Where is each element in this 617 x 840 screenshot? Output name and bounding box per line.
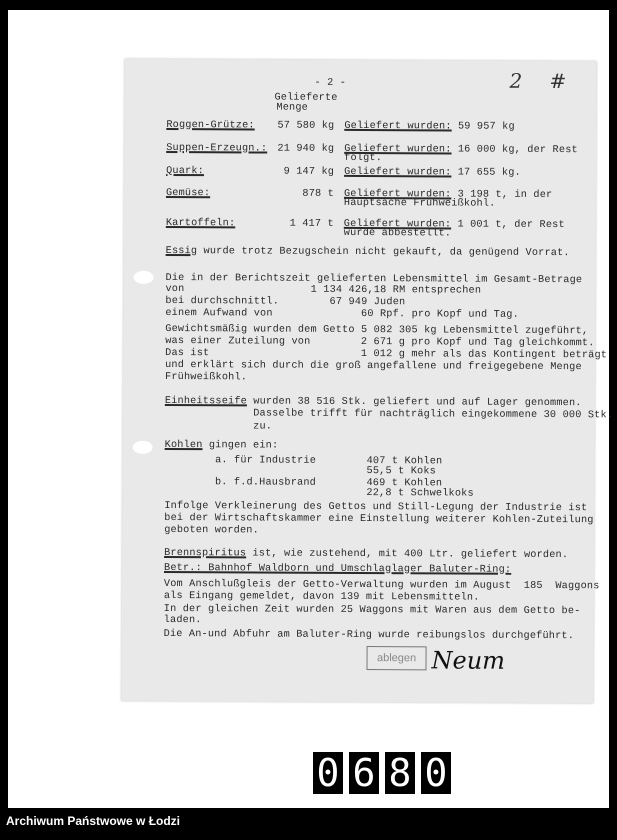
coal-label: Kohlen — [164, 439, 203, 452]
counter-digit: 0 — [421, 752, 451, 794]
essig-line — [166, 246, 570, 259]
weight-line: Das ist 1 012 g mehr als das Kontingent beträgt — [165, 347, 608, 362]
weight-line: was einer Zuteilung von 2 671 g pro Kopf und Tag gleichkommt. — [165, 335, 595, 350]
punch-hole — [133, 441, 153, 454]
item-note: folgt. — [344, 152, 383, 165]
essig-label: Essig — [165, 245, 198, 258]
weight-line: Gewichtsmäßig wurden dem Getto 5 082 305 kg Lebensmittel zugeführt, — [165, 323, 589, 338]
coal-line: 55,5 t Koks — [164, 464, 437, 478]
summary-line: bei durchschnittl. 67 949 Juden — [165, 295, 406, 309]
delivered-label: Geliefert wurden: — [344, 120, 452, 133]
item-label: Suppen-Erzeugn.: — [166, 142, 268, 155]
soap-line: Dasselbe trifft für nachträglich eingekommene 30 000 Stk. — [164, 407, 614, 422]
delivered-label: Geliefert wurden: — [344, 143, 452, 156]
betr-line: In der gleichen Zeit wurden 25 Waggons mit Waren aus dem Getto be- — [163, 603, 581, 618]
item-amount: 878 t — [302, 188, 335, 200]
delivered-label: Geliefert wurden: — [343, 188, 452, 201]
handwritten-mark: # — [549, 68, 567, 94]
counter-digit: 0 — [313, 752, 343, 794]
signature: Neum — [431, 646, 506, 675]
summary-line: Die in der Berichtszeit gelieferten Lebensmittel im Gesamt-Betrage — [165, 272, 583, 287]
punch-hole — [134, 271, 154, 284]
document-page — [121, 59, 614, 703]
frame-counter — [313, 752, 451, 794]
coal-line: a. für Industrie 407 t Kohlen — [164, 454, 443, 468]
soap-line: zu. — [164, 420, 273, 433]
betr-line: laden. — [163, 614, 202, 627]
item-note: Hauptsache Frühweißkohl. — [343, 197, 496, 210]
delivered-value: 17 655 kg. — [451, 167, 521, 179]
column-header: Menge — [276, 102, 309, 114]
coal-line: 22,8 t Schwelkoks — [164, 486, 474, 500]
counter-digit: 8 — [385, 752, 415, 794]
coal-line — [165, 440, 279, 452]
betr-line: Die An-und Abfuhr am Baluter-Ring wurde reibungslos durchgeführt. — [163, 628, 575, 643]
infolge-line: Infolge Verkleinerung des Gettos und Still-Legung der Industrie ist — [164, 500, 588, 515]
infolge-line: geboten worden. — [164, 524, 259, 537]
item-amount: 21 940 kg — [277, 143, 335, 155]
item-delivered — [344, 167, 521, 179]
delivered-value: 1 001 t, der Rest — [451, 219, 565, 232]
spiritus-line — [164, 548, 568, 561]
item-delivered — [344, 121, 515, 133]
counter-digit: 6 — [349, 752, 379, 794]
archive-footer: Archiwum Państwowe w Łodzi — [6, 814, 181, 828]
delivered-label: Geliefert wurden: — [343, 218, 452, 231]
page-number: - 2 - — [314, 77, 347, 89]
soap-line — [165, 396, 582, 409]
coal-line: b. f.d.Hausbrand 469 t Kohlen — [164, 476, 443, 490]
delivered-label: Geliefert wurden: — [344, 166, 452, 179]
spiritus-label: Brennspiritus — [164, 547, 247, 560]
item-note: wurde abbestellt. — [343, 227, 452, 240]
summary-line: einem Aufwand von 60 Rpf. pro Kopf und Tag. — [165, 307, 519, 321]
weight-line: und erklärt sich durch die groß angefallene und freigegebene Menge — [165, 359, 582, 374]
betr-line: Vom Anschlußgleis der Getto-Verwaltung wurden im August 185 Waggons — [163, 578, 600, 593]
column-header: Gelieferte — [274, 92, 338, 104]
infolge-line: bei der Wirtschaftskammer eine Einstellung weiterer Kohlen-Zuteilung — [164, 512, 594, 527]
delivered-value: 16 000 kg, der Rest — [451, 144, 578, 157]
spiritus-text: ist, wie zustehend, mit 400 Ltr. geliefert worden. — [246, 548, 569, 562]
photo-frame — [8, 10, 614, 808]
ablegen-stamp: ablegen — [366, 646, 426, 670]
essig-text: wurde trotz Bezugschein nicht gekauft, da genügend Vorrat. — [197, 246, 570, 260]
weight-line: Frühweißkohl. — [164, 371, 248, 384]
item-amount: 9 147 kg — [283, 166, 335, 178]
item-amount: 1 417 t — [289, 218, 334, 230]
item-label: Quark: — [166, 165, 205, 178]
item-label: Roggen-Grütze: — [166, 119, 255, 132]
coal-text: gingen ein: — [202, 440, 279, 452]
betr-heading: Betr.: Bahnhof Waldborn und Umschlaglager Baluter-Ring: — [163, 562, 512, 576]
item-label: Gemüse: — [165, 187, 211, 200]
handwritten-number: 2 — [509, 68, 523, 93]
summary-line: von 1 134 426,18 RM entsprechen — [165, 283, 482, 297]
item-amount: 57 580 kg — [277, 120, 335, 132]
soap-label: Einheitsseife — [164, 395, 247, 408]
betr-line: als Eingang gemeldet, davon 139 mit Lebensmitteln. — [163, 590, 480, 604]
delivered-value: 59 957 kg — [451, 121, 515, 133]
item-label: Kartoffeln: — [165, 217, 236, 230]
soap-text: wurden 38 516 Stk. geliefert und auf Lager genommen. — [246, 396, 582, 410]
delivered-value: 3 198 t, in der — [451, 189, 553, 202]
